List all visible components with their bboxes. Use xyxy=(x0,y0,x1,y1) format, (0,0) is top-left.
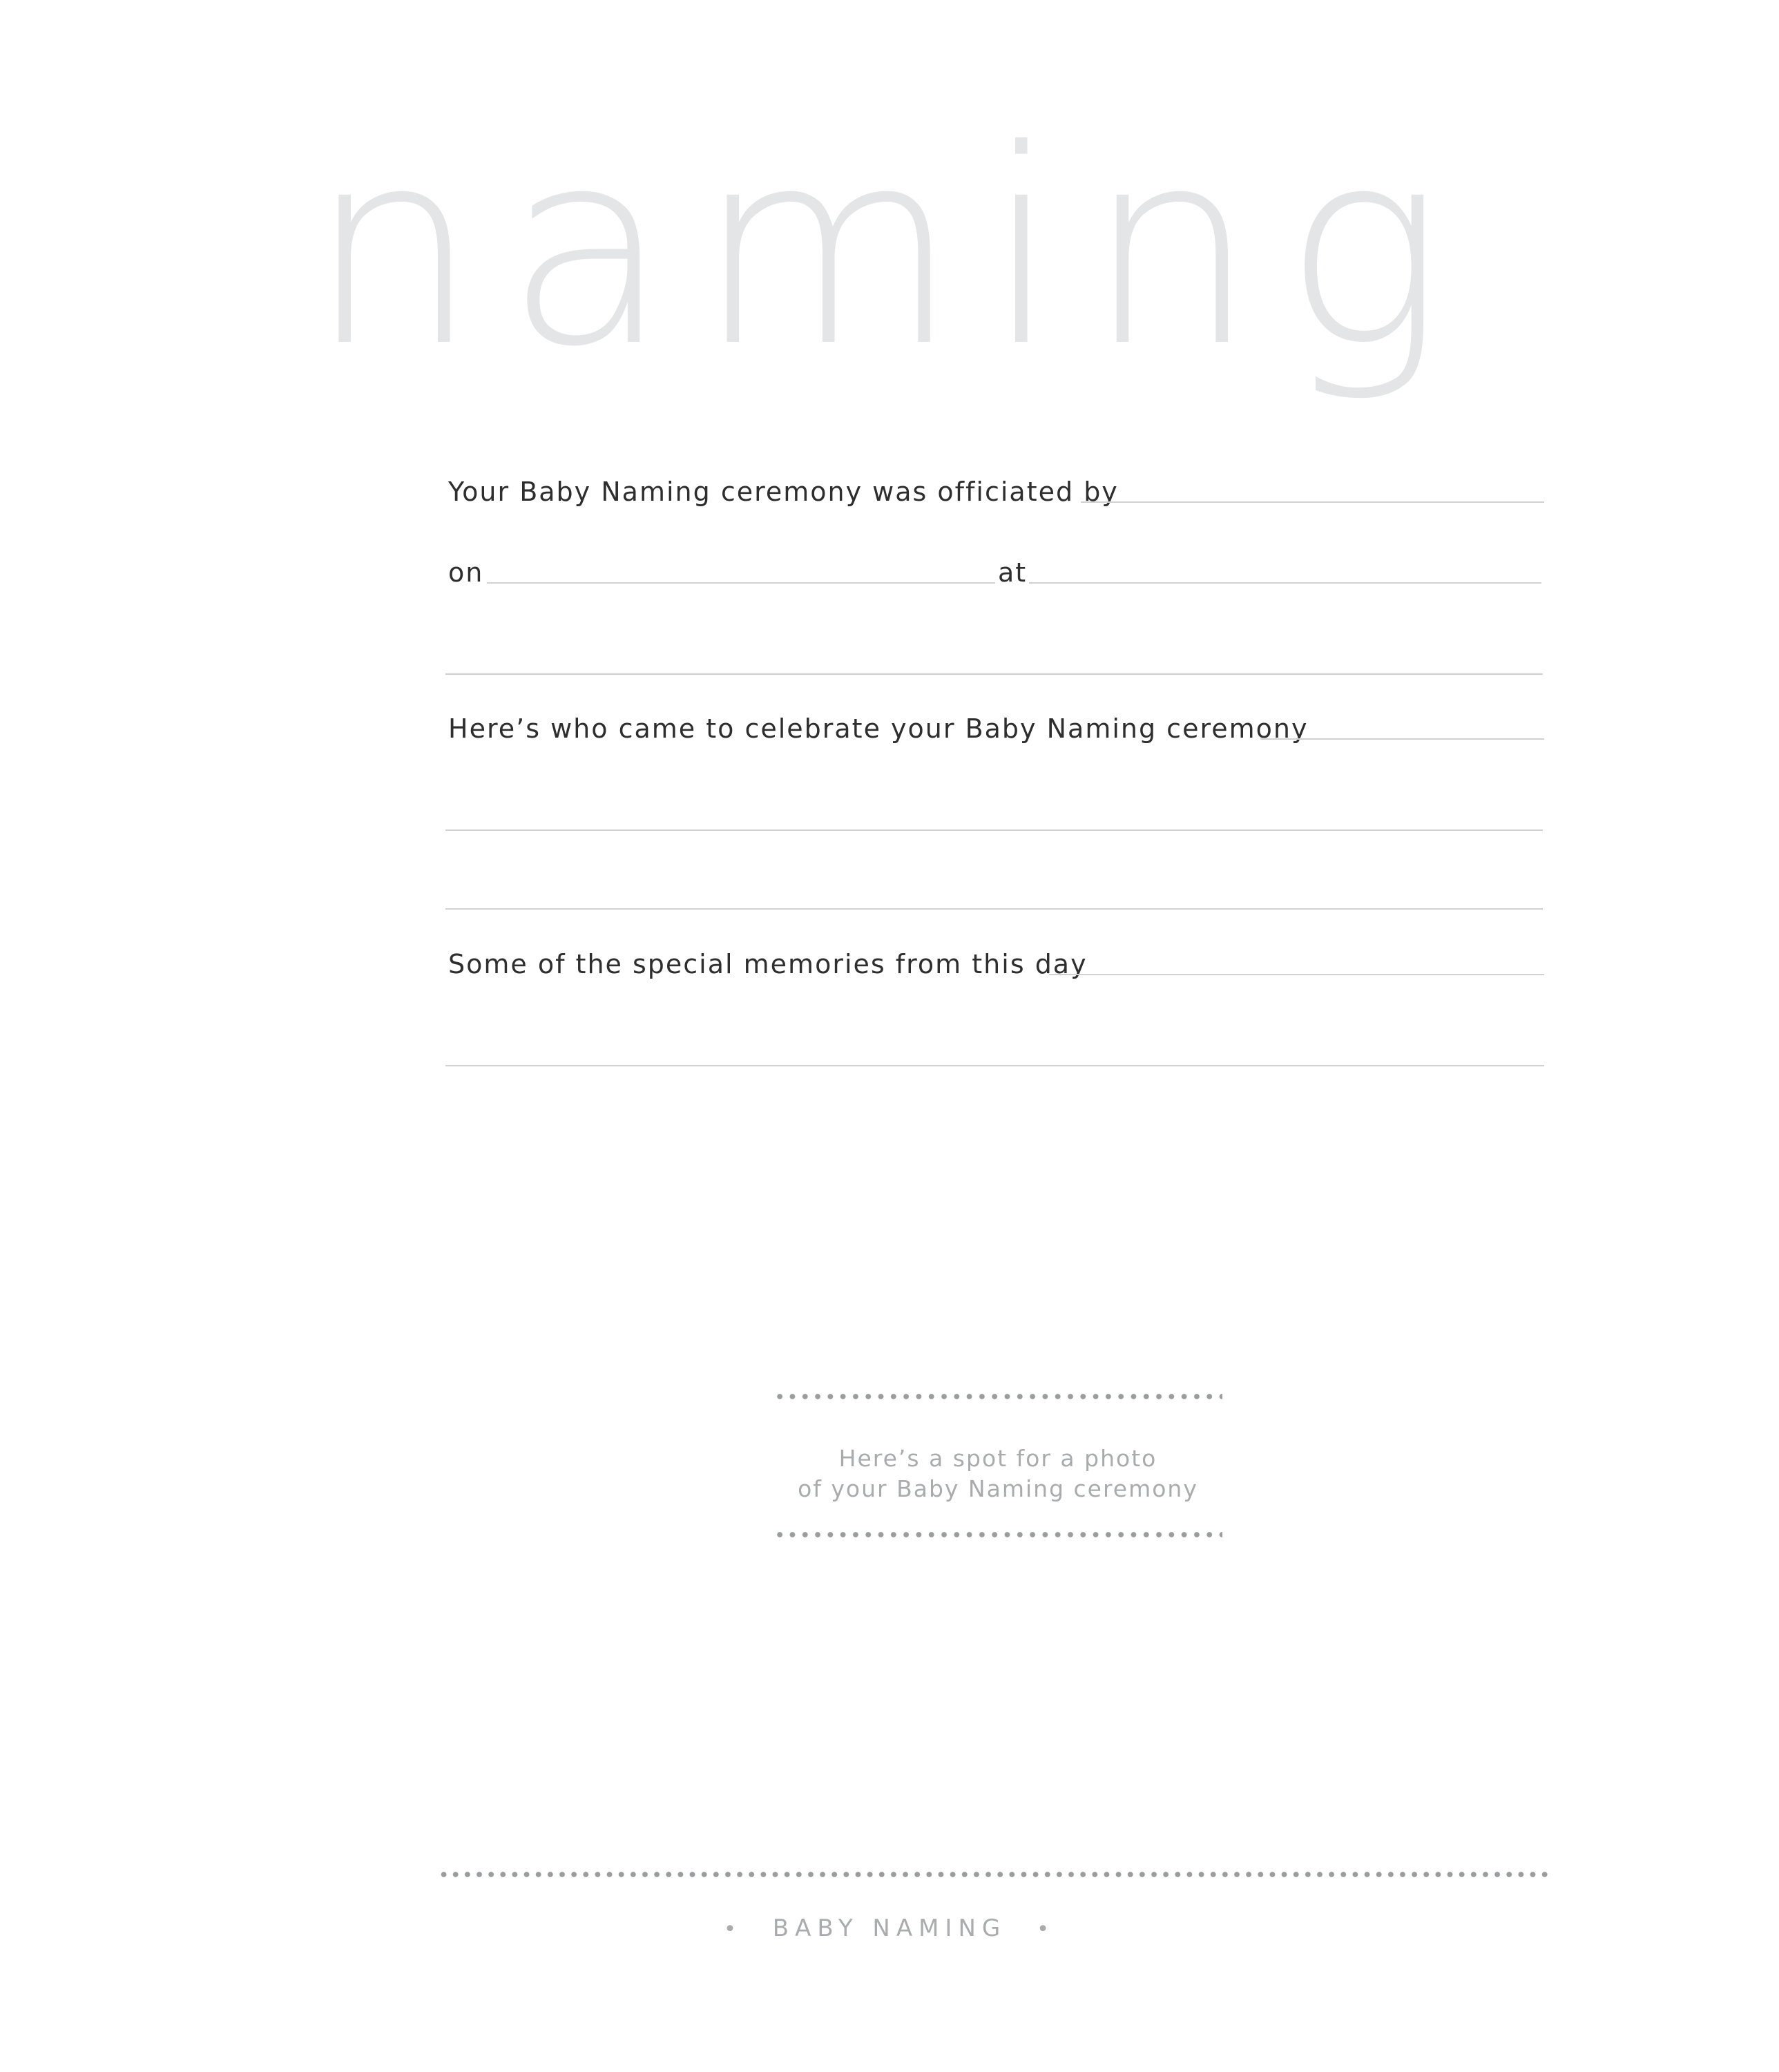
blank-line-1[interactable] xyxy=(445,673,1543,675)
photo-caption-line-2: of your Baby Naming ceremony xyxy=(798,1475,1198,1502)
memories-line[interactable] xyxy=(1049,974,1544,975)
footer xyxy=(0,1915,1779,1942)
officiated-by-line[interactable] xyxy=(1081,501,1544,503)
celebrate-row xyxy=(448,700,1544,755)
memories-label: Some of the special memories from this day xyxy=(448,949,1088,979)
on-label: on xyxy=(448,557,484,588)
at-label: at xyxy=(998,557,1028,588)
blank-line-2[interactable] xyxy=(445,829,1543,831)
footer-label: BABY NAMING xyxy=(772,1915,1007,1942)
photo-caption-line-1: Here’s a spot for a photo xyxy=(838,1445,1157,1472)
officiated-row xyxy=(448,463,1544,518)
blank-line-3[interactable] xyxy=(445,908,1543,910)
photo-placeholder[interactable] xyxy=(773,1394,1222,1554)
guests-line[interactable] xyxy=(1260,738,1544,740)
date-line[interactable] xyxy=(487,582,995,584)
place-line[interactable] xyxy=(1029,582,1541,584)
celebrate-label: Here’s who came to celebrate your Baby Naming ceremony xyxy=(448,713,1309,744)
blank-line-4[interactable] xyxy=(445,1065,1544,1066)
photo-top-dotted-border xyxy=(773,1394,1222,1399)
photo-bottom-dotted-border xyxy=(773,1532,1222,1537)
footer-dotted-divider xyxy=(438,1872,1551,1877)
memories-row xyxy=(448,935,1544,990)
officiated-label: Your Baby Naming ceremony was officiated by xyxy=(448,477,1119,507)
footer-bullet-right: • xyxy=(1037,1917,1055,1941)
page-title: naming xyxy=(308,92,1471,405)
photo-caption xyxy=(773,1443,1222,1504)
date-place-row xyxy=(448,544,1544,599)
footer-bullet-left: • xyxy=(724,1917,742,1941)
